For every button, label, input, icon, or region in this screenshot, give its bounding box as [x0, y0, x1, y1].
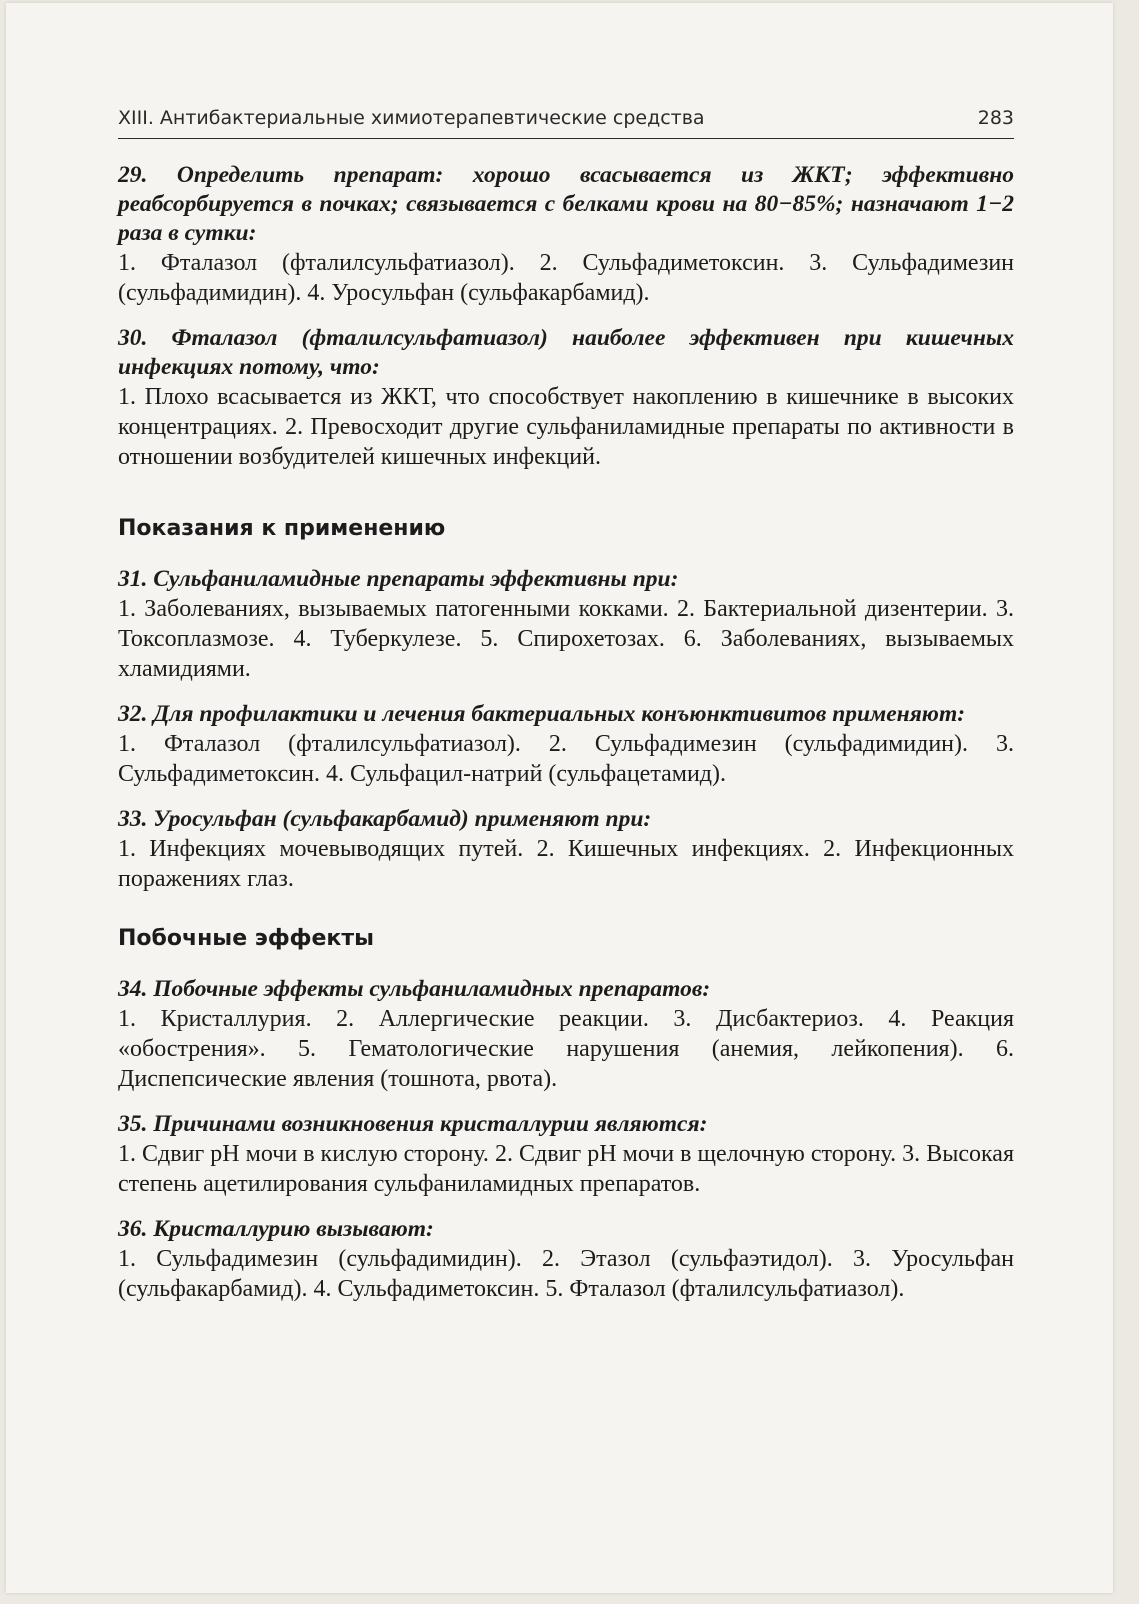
question-32: [118, 700, 1014, 789]
question-33: [118, 805, 1014, 894]
question-title: 29. Определить препарат: хорошо всасывается из ЖКТ; эффективно реабсорбируется в почках; связывается с белками крови на 80−85%; назначают 1−2 раза в сутки:: [118, 162, 1014, 246]
question-answers: 1. Фталазол (фталилсульфатиазол). 2. Сульфадиметоксин. 3. Сульфадимезин (сульфадимидин). 4. Уросульфан (сульфакарбамид).: [118, 250, 1014, 306]
page-number: 283: [977, 107, 1014, 129]
header-rule: [118, 138, 1014, 139]
book-page: [6, 3, 1113, 1593]
question-title: 36. Кристаллурию вызывают:: [118, 1216, 434, 1242]
question-35: [118, 1110, 1014, 1199]
question-title: 32. Для профилактики и лечения бактериальных конъюнктивитов применяют:: [118, 701, 966, 727]
question-31: [118, 565, 1014, 684]
section-heading-side-effects: Побочные эффекты: [118, 926, 374, 951]
question-30: [118, 324, 1014, 472]
running-header: [118, 107, 1014, 129]
question-title: 31. Сульфаниламидные препараты эффективны при:: [118, 566, 679, 592]
question-answers: 1. Заболеваниях, вызываемых патогенными кокками. 2. Бактериальной дизентерии. 3. Токсоплазмозе. 4. Туберкулезе. 5. Спирохетозах. 6. Заболеваниях, вызываемых хламидиями.: [118, 596, 1014, 682]
question-29: [118, 161, 1014, 308]
question-answers: 1. Фталазол (фталилсульфатиазол). 2. Сульфадимезин (сульфадимидин). 3. Сульфадиметоксин. 4. Сульфацил-натрий (сульфацетамид).: [118, 731, 1014, 787]
section-heading-indications: Показания к применению: [118, 516, 446, 541]
page-content: [118, 161, 1014, 1304]
question-34: [118, 975, 1014, 1094]
question-answers: 1. Инфекциях мочевыводящих путей. 2. Кишечных инфекциях. 2. Инфекционных поражениях глаз.: [118, 836, 1014, 892]
question-title: 35. Причинами возникновения кристаллурии являются:: [118, 1111, 708, 1137]
question-answers: 1. Кристаллурия. 2. Аллергические реакции. 3. Дисбактериоз. 4. Реакция «обострения». 5. Гематологические нарушения (анемия, лейкопения). 6. Диспепсические явления (тошнота, рвота).: [118, 1006, 1014, 1092]
question-answers: 1. Сульфадимезин (сульфадимидин). 2. Этазол (сульфаэтидол). 3. Уросульфан (сульфакарбамид). 4. Сульфадиметоксин. 5. Фталазол (фталилсульфатиазол).: [118, 1246, 1014, 1302]
question-title: 34. Побочные эффекты сульфаниламидных препаратов:: [118, 976, 711, 1002]
question-title: 30. Фталазол (фталилсульфатиазол) наиболее эффективен при кишечных инфекциях потому, что:: [118, 325, 1014, 380]
question-answers: 1. Сдвиг рН мочи в кислую сторону. 2. Сдвиг рН мочи в щелочную сторону. 3. Высокая степень ацетилирования сульфаниламидных препаратов.: [118, 1141, 1014, 1197]
question-answers: 1. Плохо всасывается из ЖКТ, что способствует накоплению в кишечнике в высоких концентрациях. 2. Превосходит другие сульфаниламидные препараты по активности в отношении возбудителей кишечных инфекций.: [118, 384, 1014, 470]
question-title: 33. Уросульфан (сульфакарбамид) применяют при:: [118, 806, 652, 832]
question-36: [118, 1215, 1014, 1304]
chapter-title: XIII. Антибактериальные химиотерапевтические средства: [118, 107, 705, 129]
